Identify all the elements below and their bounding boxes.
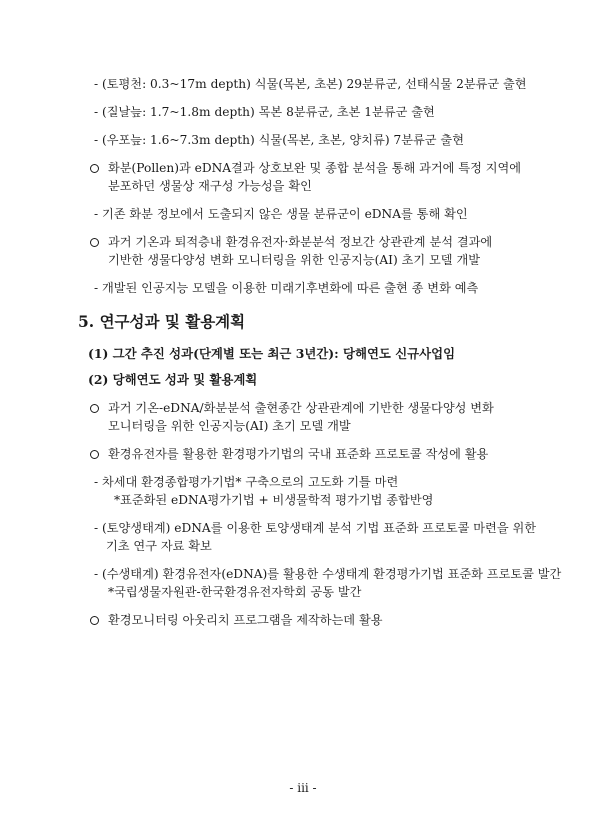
circle-bullet-icon	[90, 404, 99, 413]
section-heading: 5. 연구성과 및 활용계획	[78, 312, 246, 331]
bullet-text: 과거 기온과 퇴적층내 환경유전자·화분분석 정보간 상관관계 분석 결과에	[108, 235, 493, 249]
bullet-item	[90, 400, 494, 416]
bullet-text: 환경모니터링 아웃리치 프로그램을 제작하는데 활용	[108, 613, 383, 627]
note-line: *표준화된 eDNA평가기법 + 비생물학적 평가기법 종합반영	[114, 493, 434, 507]
bullet-item	[90, 160, 521, 176]
note-line: *국립생물자원관-한국환경유전자학회 공동 발간	[108, 585, 362, 599]
text-line: 기초 연구 자료 확보	[106, 539, 212, 553]
text-line: - 개발된 인공지능 모델을 이용한 미래기후변화에 따른 출현 종 변화 예측	[94, 281, 479, 295]
text-line: - (우포늪: 1.6~7.3m depth) 식물(목본, 초본, 양치류) 7분류군 출현	[94, 133, 464, 147]
page-number: - iii -	[289, 781, 317, 795]
text-line: - 기존 화분 정보에서 도출되지 않은 생물 분류군이 eDNA를 통해 확인	[94, 207, 468, 221]
text-line: - (토평천: 0.3~17m depth) 식물(목본, 초본) 29분류군, 선태식물 2분류군 출현	[94, 77, 527, 91]
circle-bullet-icon	[90, 450, 99, 459]
subsection-heading: (2) 당해연도 성과 및 활용계획	[88, 372, 258, 387]
bullet-text: 환경유전자를 활용한 환경평가기법의 국내 표준화 프로토콜 작성에 활용	[108, 447, 489, 461]
text-line: - (질날늪: 1.7~1.8m depth) 목본 8분류군, 초본 1분류군 출현	[94, 105, 435, 119]
bullet-item	[90, 612, 383, 628]
text-line: 분포하던 생물상 재구성 가능성을 확인	[108, 179, 312, 193]
subsection-heading: (1) 그간 추진 성과(단계별 또는 최근 3년간): 당해연도 신규사업임	[88, 346, 456, 361]
text-line: - 차세대 환경종합평가기법* 구축으로의 고도화 기틀 마련	[94, 475, 399, 489]
circle-bullet-icon	[90, 238, 99, 247]
text-line: - (토양생태계) eDNA를 이용한 토양생태계 분석 기법 표준화 프로토콜 마련을 위한	[94, 521, 537, 535]
text-line: - (수생태계) 환경유전자(eDNA)를 활용한 수생태계 환경평가기법 표준화 프로토콜 발간	[94, 567, 562, 581]
bullet-text: 과거 기온-eDNA/화분분석 출현종간 상관관계에 기반한 생물다양성 변화	[108, 401, 494, 415]
text-line: 기반한 생물다양성 변화 모니터링을 위한 인공지능(AI) 초기 모델 개발	[108, 253, 480, 267]
text-line: 모니터링을 위한 인공지능(AI) 초기 모델 개발	[108, 419, 351, 433]
bullet-text: 화분(Pollen)과 eDNA결과 상호보완 및 종합 분석을 통해 과거에 특정 지역에	[108, 161, 522, 175]
circle-bullet-icon	[90, 616, 99, 625]
bullet-item	[90, 234, 492, 250]
bullet-item	[90, 446, 488, 462]
circle-bullet-icon	[90, 164, 99, 173]
